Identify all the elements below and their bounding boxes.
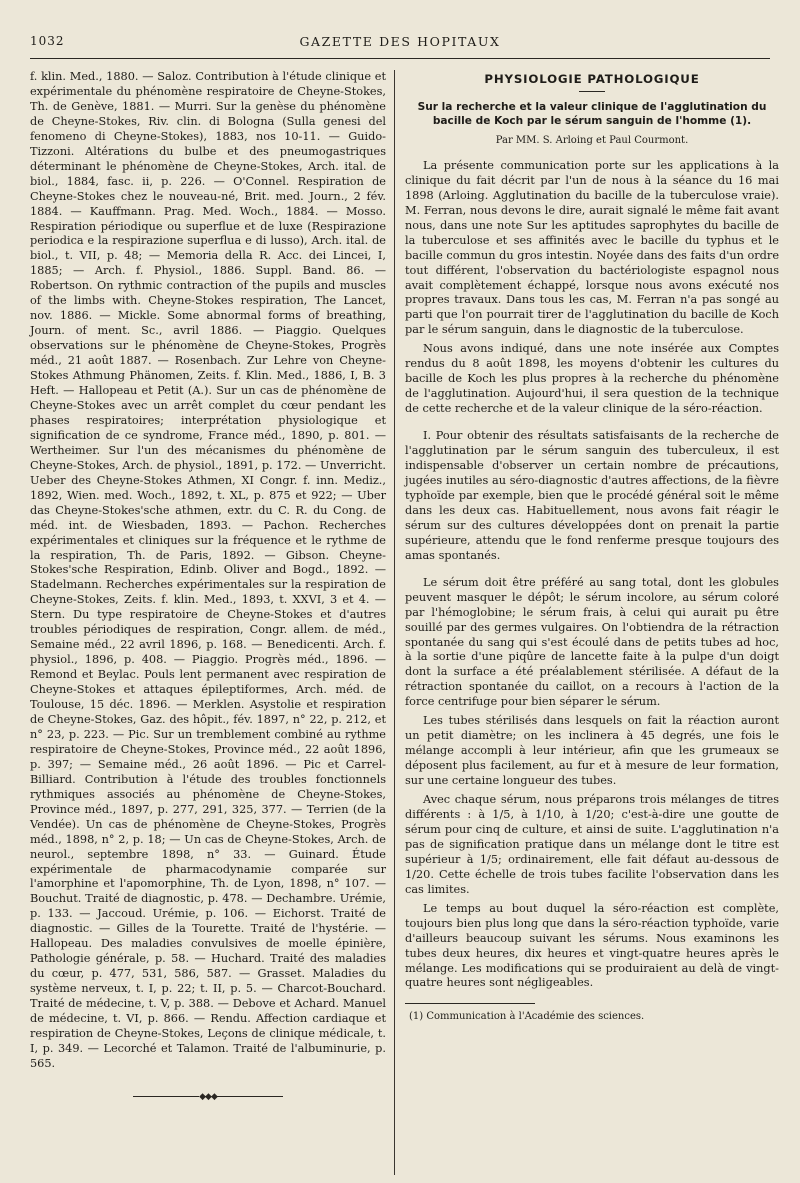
article-title: Sur la recherche et la valeur clinique de l'agglutination du bacille de Koch par le sérum sanguin de l'homme (1). bbox=[417, 100, 767, 127]
paragraph: Nous avons indiqué, dans une note insérée aux Comptes rendus du 8 août 1898, les moyens d'obtenir les cultures du bacille de Koch les plus propres à la recherche du phénomène de l'agglutination. Aujourd'hui, il sera question de la technique de cette recherche et de la valeur clinique de la séro-réaction. bbox=[405, 342, 779, 416]
paragraph: Le temps au bout duquel la séro-réaction est complète, toujours bien plus long que dans la séro-réaction typhoïde, varie d'ailleurs beaucoup suivant les sérums. Nous examinons les tubes deux heures, dix heures et vingt-quatre heures après le mélange. Les modifications qui se produiraient au delà de vingt-quatre heures sont négligeables. bbox=[405, 901, 779, 990]
paragraph: La présente communication porte sur les applications à la clinique du fait décrit par l'un de nous à la séance du 16 mai 1898 (Arloing. Agglutination du bacille de la tuberculose vraie). M. Ferran, nous devons le dire, aurait signalé le même fait avant nous, dans une note Sur les aptitudes saprophytes du bacille de la tuberculose et ses affinités avec le bacille du typhus et le bacille commun du gros intestin. Noyée dans des faits d'un ordre tout différent, l'observation du bactériologiste espagnol nous avait complètement échappé, lorsque nous avons exécuté nos propres travaux. Dans tous les cas, M. Ferran n'a pas songé au parti que l'on pourrait tirer de l'agglutination du bacille de Koch par le sérum sanguin, dans le diagnostic de la tuberculose. bbox=[405, 158, 779, 337]
title-rule bbox=[579, 91, 605, 92]
paragraph: Les tubes stérilisés dans lesquels on fait la réaction auront un petit diamètre; on les inclinera à 45 degrés, une fois le mélange accompli à leur intérieur, afin que les grumeaux se déposent plus facilement, au fur et à mesure de leur formation, sur une certaine longueur des tubes. bbox=[405, 714, 779, 788]
paragraph: Avec chaque sérum, nous préparons trois mélanges de titres différents : à 1/5, à 1/10, à 1/20; c'est-à-dire une goutte de sérum pour cinq de culture, et ainsi de suite. L'agglutination n'a pas de signification pratique dans un mélange dont le titre est supérieur à 1/5; ordinairement, elle fait défaut au-dessous de 1/20. Cette échelle de trois tubes facilite l'observation dans les cas limites. bbox=[405, 793, 779, 896]
ornament-line-right bbox=[217, 1096, 283, 1097]
paragraph: Le sérum doit être préféré au sang total, dont les globules peuvent masquer le dépôt; le sérum incolore, au sérum coloré par l'hémoglobine; le sérum frais, à celui qui aurait pu être souillé par des germes vulgaires. On l'obtiendra de la rétraction spontanée du sang qui s'est écoulé dans de petits tubes ad hoc, à la sortie d'une piqûre de lancette faite à la pulpe d'un doigt dont la surface a été préalablement stérilisée. A défaut de la rétraction spontanée du caillot, on a recours à l'action de la force centrifuge pour bien séparer le sérum. bbox=[405, 575, 779, 709]
article-authors: Par MM. S. Arloing et Paul Courmont. bbox=[495, 134, 689, 146]
column-divider bbox=[394, 70, 395, 1175]
end-ornament bbox=[30, 1090, 386, 1105]
header-rule bbox=[30, 58, 770, 59]
section-title: PHYSIOLOGIE PATHOLOGIQUE bbox=[484, 72, 700, 86]
page-number: 1032 bbox=[30, 34, 65, 48]
footnote-rule bbox=[405, 1003, 535, 1004]
journal-title: GAZETTE DES HOPITAUX bbox=[299, 34, 501, 49]
page-header bbox=[30, 34, 770, 56]
paragraph-gap bbox=[405, 421, 779, 429]
ornament-line-left bbox=[133, 1096, 199, 1097]
paragraph-gap bbox=[405, 568, 779, 576]
left-column bbox=[30, 70, 386, 1183]
right-column bbox=[405, 70, 779, 1183]
paragraph: I. Pour obtenir des résultats satisfaisants de la recherche de l'agglutination par le sérum sanguin des tuberculeux, il est indispensable d'observer un certain nombre de précautions, jugées inutiles au séro-diagnostic d'autres affections, de la fièvre typhoïde par exemple, bien que le procédé général soit le même dans les deux cas. Habituellement, nous avons fait réagir le sérum sur des cultures développées dont on prenait la partie supérieure, attendu que le fond renferme presque toujours des amas spontanés. bbox=[405, 429, 779, 562]
bibliography-text: f. klin. Med., 1880. — Saloz. Contribution à l'étude clinique et expérimentale du phénomène respiratoire de Cheyne-Stokes, Th. de Genève, 1881. — Murri. Sur la genèse du phénomène de Cheyne-Stokes, Riv. clin. di Bologna (Sulla genesi del fenomeno di Cheyne-Stokes), 1883, nos 10-11. — Guido-Tizzoni. Altérations du bulbe et des pneumogastriques déterminant le phénomène de Cheyne-Stokes, Arch. ital. de biol., 1884, fasc. ii, p. 226. — O'Connel. Respiration de Cheyne-Stokes chez le nouveau-né, Brit. med. Journ., 2 fév. 1884. — Kauffmann. Prag. Med. Woch., 1884. — Mosso. Respiration périodique ou superflue et de luxe (Respirazione periodica e la respirazione superflua e di lusso), Arch. ital. de biol., t. VII, p. 48; — Memoria della R. Acc. dei Lincei, I, 1885; — Arch. f. Physiol., 1886. Suppl. Band. 86. — Robertson. On rythmic contraction of the pupils and muscles of the limbs with. Cheyne-Stokes respiration, The Lancet, nov. 1886. — Mickle. Some abnormal forms of breathing, Journ. of ment. Sc., avril 1886. — Piaggio. Quelques observations sur le phénomène de Cheyne-Stokes, Progrès méd., 21 août 1887. — Rosenbach. Zur Lehre von Cheyne-Stokes Athmung Phänomen, Zeits. f. Klin. Med., 1886, I, B. 3 Heft. — Hallopeau et Petit (A.). Sur un cas de phénomène de Cheyne-Stokes avec un arrêt complet du cœur pendant les phases respiratoires; interprétation physiologique et signification de ce syndrome, France méd., 1890, p. 801. — Wertheimer. Sur l'un des mécanismes du phénomène de Cheyne-Stokes, Arch. de physiol., 1891, p. 172. — Unverricht. Ueber des Cheyne-Stokes Athmen, XI Congr. f. inn. Mediz., 1892, Wien. med. Woch., 1892, t. XL, p. 875 et 922; — Uber das Cheyne-Stokes'sche athmen, extr. du C. R. du Cong. de méd. int. de Wiesbaden, 1893. — Pachon. Recherches expérimentales et cliniques sur la fréquence et le rythme de la respiration, Th. de Paris, 1892. — Gibson. Cheyne-Stokes'sche Respiration, Edinb. Oliver and Bogd., 1892. — Stadelmann. Recherches expérimentales sur la respiration de Cheyne-Stokes, Zeits. f. klin. Med., 1893, t. XXVI, 3 et 4. — Stern. Du type respiratoire de Cheyne-Stokes et d'autres troubles périodiques de respiration, Congr. allem. de méd., Semaine méd., 22 avril 1896, p. 168. — Benedicenti. Arch. f. physiol., 1896, p. 408. — Piaggio. Progrès méd., 1896. — Remond et Beylac. Pouls lent permanent avec respiration de Cheyne-Stokes et attaques épileptiformes, Arch. méd. de Toulouse, 15 déc. 1896. — Merklen. Asystolie et respiration de Cheyne-Stokes, Gaz. des hôpit., fév. 1897, n° 22, p. 212, et n° 23, p. 223. — Pic. Sur un tremblement combiné au rythme respiratoire de Cheyne-Stokes, Province méd., 22 août 1896, p. 397; — Semaine méd., 26 août 1896. — Pic et Carrel-Billiard. Contribution à l'étude des troubles fonctionnels rythmiques associés au phénomène de Cheyne-Stokes, Province méd., 1897, p. 277, 291, 325, 377. — Terrien (de la Vendée). Un cas de phénomène de Cheyne-Stokes, Progrès méd., 1898, n° 2, p. 18; — Un cas de Cheyne-Stokes, Arch. de neurol., septembre 1898, n° 33. — Guinard. Étude expérimentale de pharmacodynamie comparée sur l'amorphine et l'apomorphine, Th. de Lyon, 1898, n° 107. — Bouchut. Traité de diagnostic, p. 478. — Dechambre. Urémie, p. 133. — Jaccoud. Urémie, p. 106. — Eichorst. Traité de diagnostic. — Gilles de la Tourette. Traité de l'hystérie. — Hallopeau. Des maladies convulsives de moelle épinière, Pathologie générale, p. 58. — Huchard. Traité des maladies du cœur, p. 477, 531, 586, 587. — Grasset. Maladies du système nerveux, t. I, p. 22; t. II, p. 5. — Charcot-Bouchard. Traité de médecine, t. V, p. 388. — Debove et Achard. Manuel de médecine, t. VI, p. 866. — Rendu. Affection cardiaque et respiration de Cheyne-Stokes, Leçons de clinique médicale, t. I, p. 349. — Lecorché et Talamon. Traité de l'albuminurie, p. 565. bbox=[30, 70, 386, 1070]
ornament-mark: ◆◆◆ bbox=[199, 1091, 217, 1102]
footnote: (1) Communication à l'Académie des sciences. bbox=[409, 1011, 645, 1023]
